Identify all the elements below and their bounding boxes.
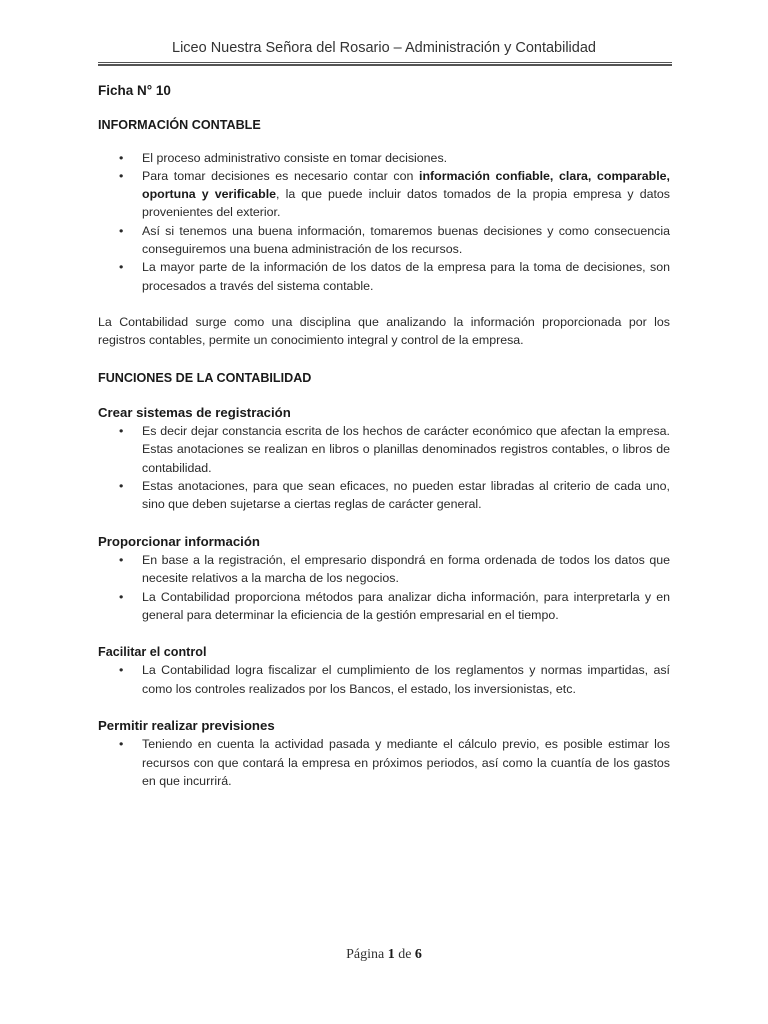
ficha-title: Ficha N° 10	[98, 83, 171, 98]
page-current: 1	[387, 947, 395, 962]
list-item-text: La mayor parte de la información de los datos de la empresa para la toma de decisiones, son procesados a través del sistema contable.	[142, 260, 670, 293]
list-item	[98, 258, 670, 295]
list-item	[98, 477, 670, 514]
bullet-glyph: •	[119, 168, 124, 183]
list-item-text-pre: Para tomar decisiones es necesario contar con	[142, 168, 419, 183]
header-rule	[98, 62, 672, 66]
list-item-text-post: , la que puede incluir datos tomados de la propia empresa y datos provenientes del exterior.	[142, 187, 670, 220]
section-title-funciones: FUNCIONES DE LA CONTABILIDAD	[98, 370, 312, 385]
subheading-registracion: Crear sistemas de registración	[98, 404, 291, 420]
bullet-glyph: •	[119, 552, 124, 567]
list-item	[98, 149, 670, 167]
bullet-glyph: •	[119, 737, 124, 752]
list-item-text: La Contabilidad proporciona métodos para analizar dicha información, para interpretarla y en general para determinar la eficiencia de la gestión empresarial en el tiempo.	[142, 589, 670, 622]
bullet-glyph: •	[119, 260, 124, 275]
subheading-previsiones: Permitir realizar previsiones	[98, 718, 275, 734]
registracion-list	[98, 422, 670, 513]
subheading-informacion: Proporcionar información	[98, 533, 260, 549]
bullet-glyph: •	[119, 150, 124, 165]
page-header	[98, 40, 670, 56]
list-item-text-bold: información confiable, clara, comparable, oportuna y verificable	[142, 168, 670, 202]
bullet-glyph: •	[119, 663, 124, 678]
list-item	[98, 167, 670, 222]
list-item-text: El proceso administrativo consiste en tomar decisiones.	[142, 150, 448, 165]
bullet-glyph: •	[119, 424, 124, 439]
document-body	[98, 82, 670, 790]
list-item-text: Estas anotaciones, para que sean eficaces, no pueden estar libradas al criterio de cada uno, sino que deben sujetarse a ciertas reglas de carácter general.	[142, 479, 670, 512]
bullet-glyph: •	[119, 589, 124, 604]
list-item	[98, 735, 670, 790]
header-title: Liceo Nuestra Señora del Rosario – Administración y Contabilidad	[172, 40, 596, 56]
informacion-list	[98, 551, 670, 624]
page-total: 6	[414, 947, 422, 962]
list-item-text: Así si tenemos una buena información, tomaremos buenas decisiones y como consecuencia conseguiremos una buena administración de los recursos.	[142, 223, 670, 257]
section-title-informacion-contable: INFORMACIÓN CONTABLE	[98, 118, 261, 133]
list-item	[98, 422, 670, 477]
list-item-text: La Contabilidad logra fiscalizar el cumplimiento de los reglamentos y normas impartidas, así como los controles realizados por los Bancos, el estado, los inversionistas, etc.	[142, 663, 670, 696]
list-item	[98, 588, 670, 625]
control-list	[98, 661, 670, 698]
list-item	[98, 222, 670, 259]
bullet-glyph: •	[119, 223, 124, 238]
list-item-text: En base a la registración, el empresario dispondrá en forma ordenada de todos los datos que necesite relativos a la marcha de los negocios.	[142, 552, 670, 586]
list-item	[98, 661, 670, 698]
page-of: de	[398, 947, 412, 962]
contabilidad-paragraph: La Contabilidad surge como una disciplina que analizando la información proporcionada por los registros contables, permite un conocimiento integral y control de la empresa.	[98, 314, 670, 348]
list-item-text: Teniendo en cuenta la actividad pasada y mediante el cálculo previo, es posible estimar los recursos con que contará la empresa en próximos periodos, así como la cuantía de los gastos en que incurrirá.	[142, 737, 670, 788]
list-item	[98, 551, 670, 588]
subheading-control: Facilitar el control	[98, 645, 207, 660]
list-item-text: Es decir dejar constancia escrita de los hechos de carácter económico que afectan la empresa. Estas anotaciones se realizan en libros o planillas denominados registros contables, o libros de contabilidad.	[142, 424, 670, 475]
page-footer	[0, 947, 768, 963]
previsiones-list	[98, 735, 670, 790]
informacion-contable-list	[98, 149, 670, 295]
bullet-glyph: •	[119, 479, 124, 494]
page-label: Página	[346, 947, 385, 962]
